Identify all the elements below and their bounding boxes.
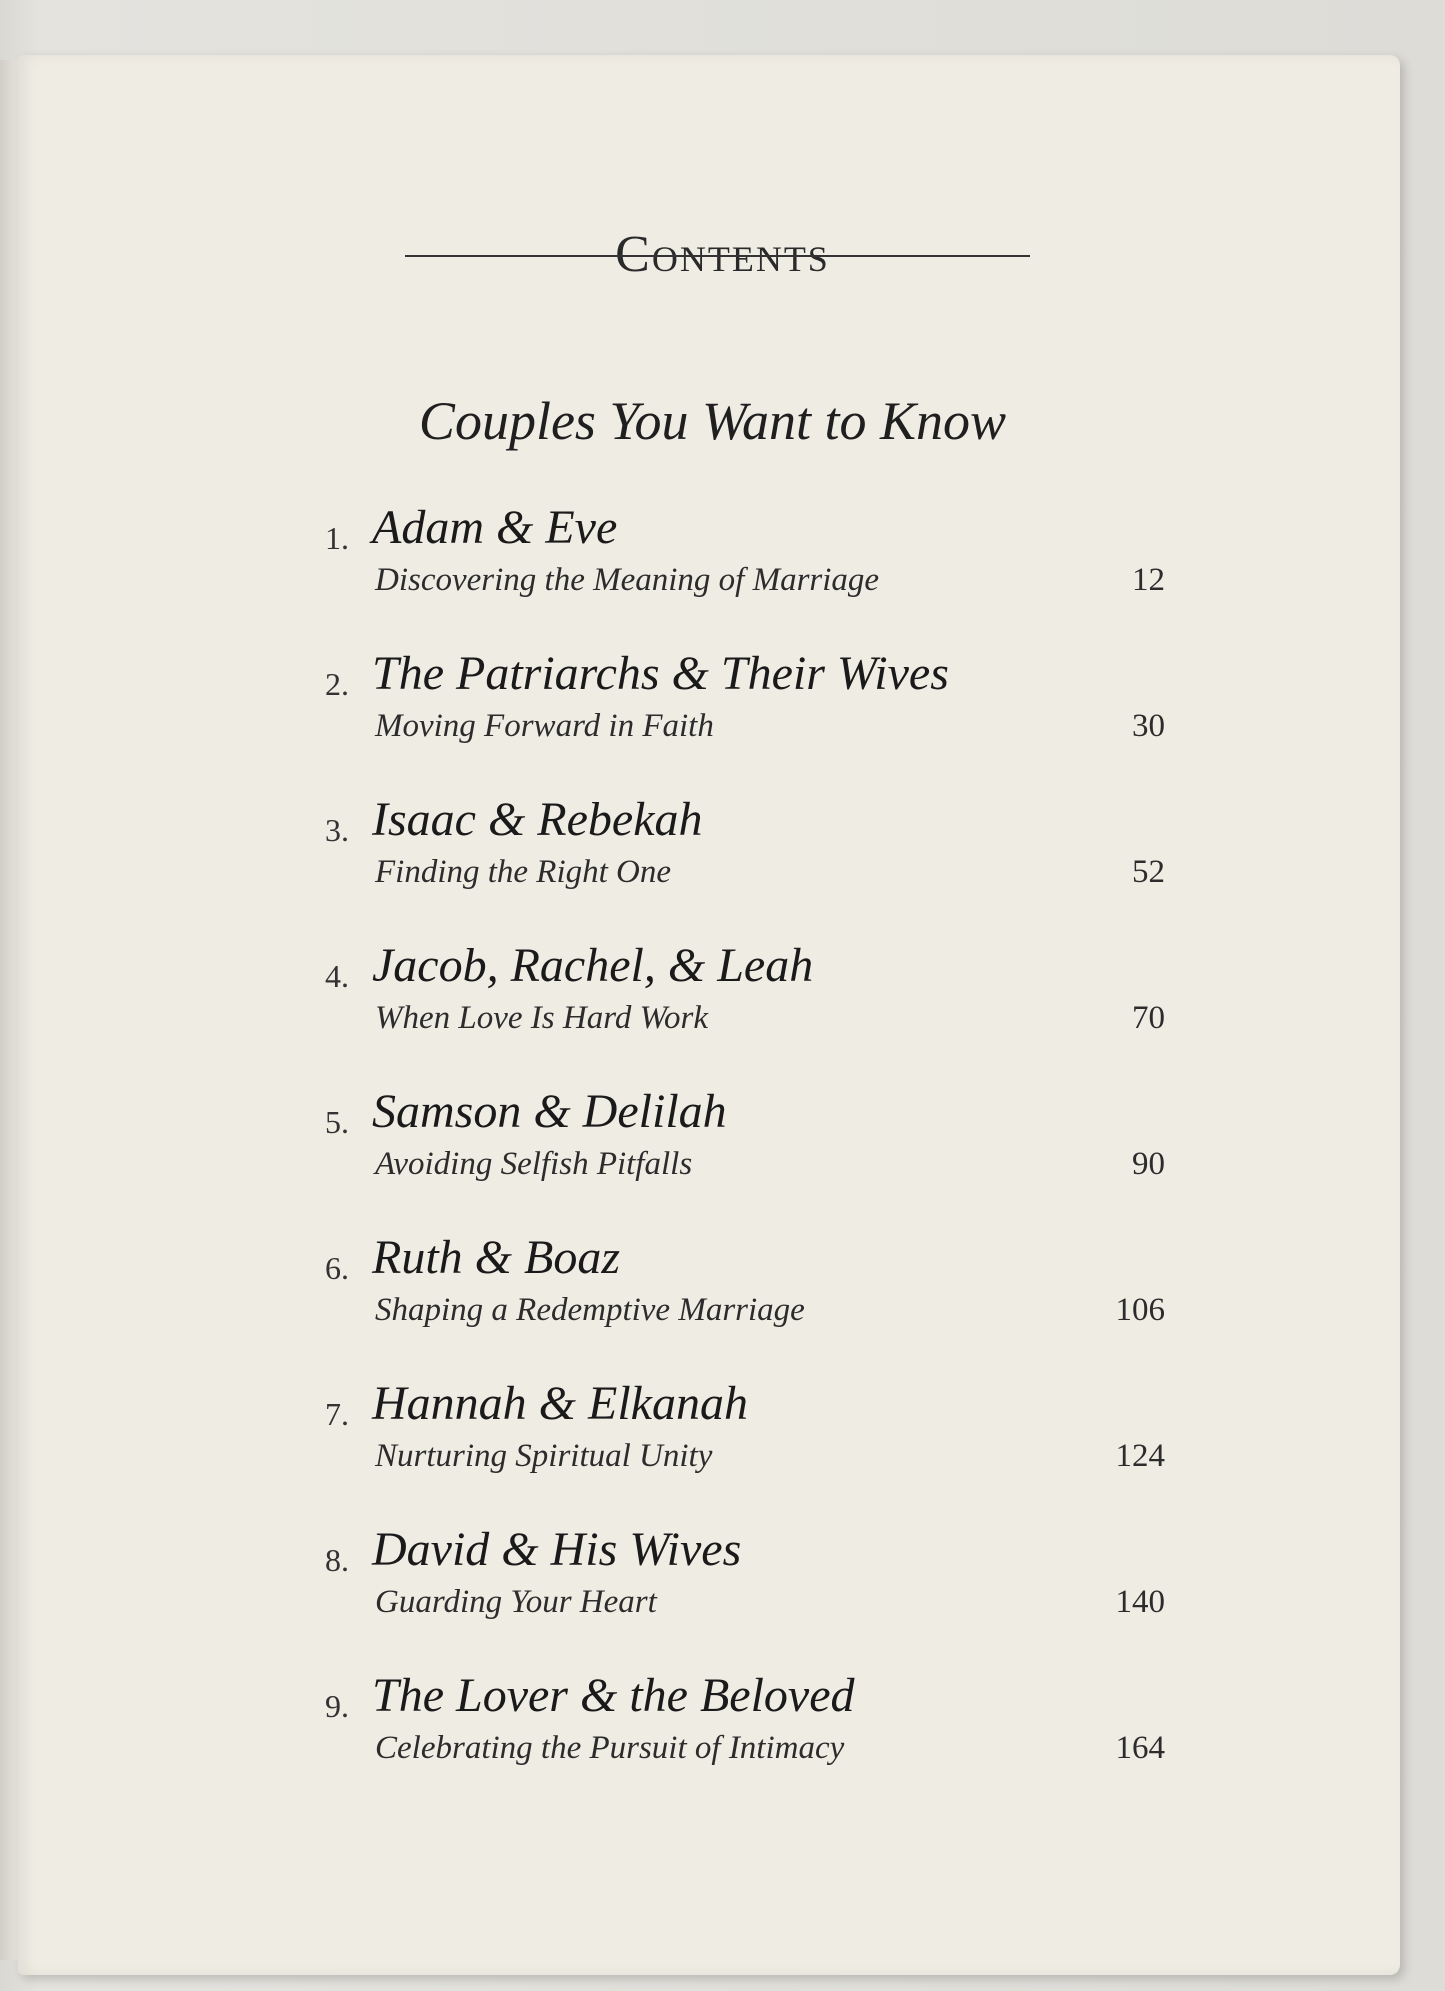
contents-entry — [0, 1668, 1445, 1808]
entry-title: Samson & Delilah — [372, 1085, 727, 1138]
contents-entry — [0, 500, 1445, 640]
entry-title: Isaac & Rebekah — [372, 793, 703, 846]
contents-entry — [0, 1230, 1445, 1370]
entry-title: Jacob, Rachel, & Leah — [372, 939, 814, 992]
entry-number: 1. — [325, 520, 349, 556]
entry-number: 3. — [325, 812, 349, 848]
entry-number: 4. — [325, 958, 349, 994]
entry-title: The Patriarchs & Their Wives — [372, 647, 949, 700]
entry-page-number: 12 — [1132, 562, 1165, 598]
contents-entry — [0, 1084, 1445, 1224]
entry-subtitle: Finding the Right One — [375, 854, 672, 890]
entry-number: 7. — [325, 1396, 349, 1432]
entry-number: 6. — [325, 1250, 349, 1286]
entry-number: 9. — [325, 1688, 349, 1724]
entry-subtitle: Celebrating the Pursuit of Intimacy — [375, 1730, 845, 1766]
contents-entry — [0, 938, 1445, 1078]
entry-subtitle: When Love Is Hard Work — [375, 1000, 709, 1036]
entry-page-number: 52 — [1132, 854, 1165, 890]
page-title: Contents — [615, 226, 830, 283]
entry-title: David & His Wives — [372, 1523, 742, 1576]
entry-number: 5. — [325, 1104, 349, 1140]
entry-subtitle: Shaping a Redemptive Marriage — [375, 1292, 805, 1328]
entry-subtitle: Nurturing Spiritual Unity — [375, 1438, 713, 1474]
contents-entry — [0, 1522, 1445, 1662]
entry-title: The Lover & the Beloved — [372, 1669, 855, 1722]
entry-subtitle: Guarding Your Heart — [375, 1584, 657, 1620]
entry-title: Adam & Eve — [372, 501, 618, 554]
entry-subtitle: Discovering the Meaning of Marriage — [375, 562, 880, 598]
entry-title: Ruth & Boaz — [372, 1231, 620, 1284]
entry-title: Hannah & Elkanah — [372, 1377, 748, 1430]
contents-entry — [0, 1376, 1445, 1516]
entry-page-number: 90 — [1132, 1146, 1165, 1182]
entry-page-number: 164 — [1115, 1730, 1165, 1766]
contents-entry — [0, 792, 1445, 932]
entry-subtitle: Moving Forward in Faith — [375, 708, 714, 744]
entry-number: 8. — [325, 1542, 349, 1578]
entry-page-number: 70 — [1132, 1000, 1165, 1036]
section-heading: Couples You Want to Know — [418, 391, 1007, 451]
entry-page-number: 30 — [1132, 708, 1165, 744]
entry-subtitle: Avoiding Selfish Pitfalls — [375, 1146, 693, 1182]
contents-entry — [0, 646, 1445, 786]
entry-page-number: 106 — [1115, 1292, 1165, 1328]
entry-number: 2. — [325, 666, 349, 702]
entry-page-number: 124 — [1115, 1438, 1165, 1474]
entry-page-number: 140 — [1115, 1584, 1165, 1620]
